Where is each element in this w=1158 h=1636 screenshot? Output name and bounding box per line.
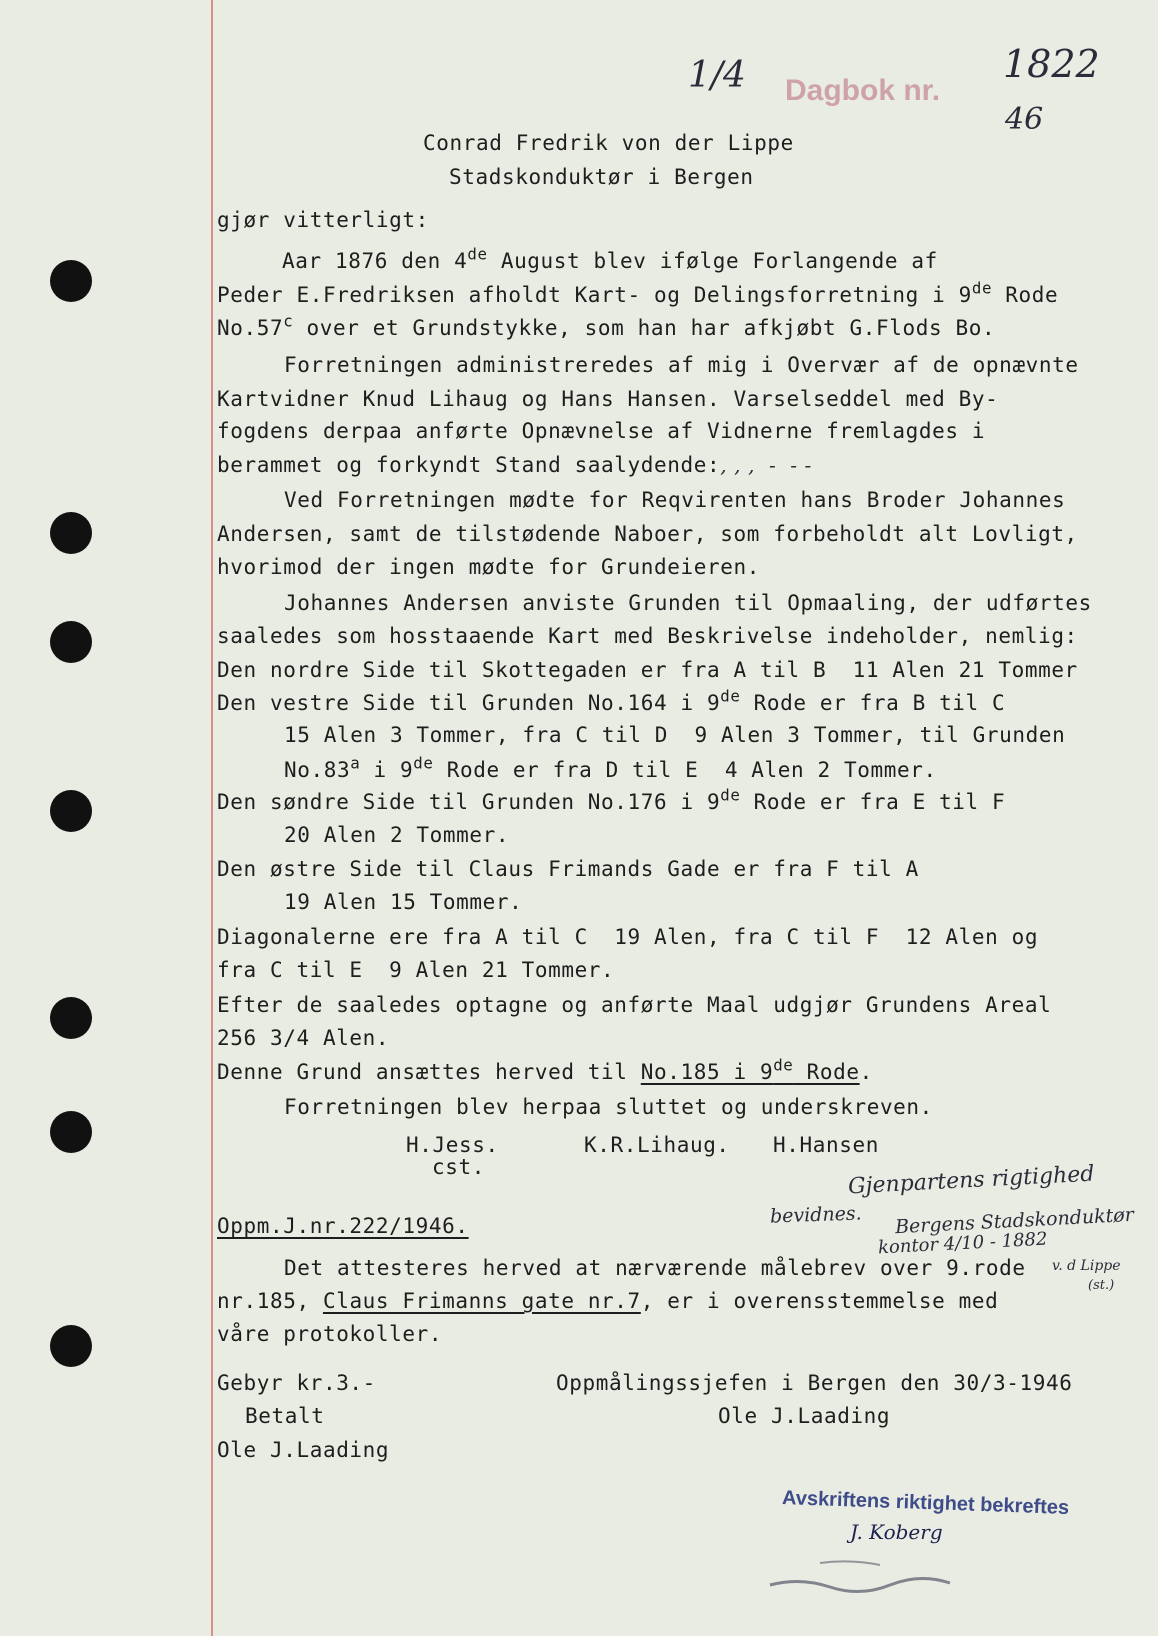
body-line: 20 Alen 2 Tommer. <box>284 823 510 847</box>
signature-jess-title: cst. <box>432 1155 485 1179</box>
body-line: 15 Alen 3 Tommer, fra C til D 9 Alen 3 Tommer, til Grunden <box>284 723 1066 747</box>
binder-hole <box>50 1111 92 1153</box>
body-line: Den nordre Side til Skottegaden er fra A til B 11 Alen 21 Tommer <box>217 658 1078 682</box>
handwritten-note-line: Gjenpartens rigtighed <box>847 1161 1095 1200</box>
binder-hole <box>50 512 92 554</box>
handwritten-note-line: kontor 4/10 - 1882 <box>877 1228 1048 1259</box>
binder-hole <box>50 621 92 663</box>
margin-line <box>211 0 213 1636</box>
body-line: Kartvidner Knud Lihaug og Hans Hansen. Varselseddel med By- <box>217 387 999 411</box>
body-line: Forretningen administreredes af mig i Overvær af de opnævnte <box>284 353 1079 377</box>
body-line: Denne Grund ansættes herved til No.185 i 9de Rode. <box>217 1055 873 1084</box>
body-line: saaledes som hosstaaende Kart med Beskrivelse indeholder, nemlig: <box>217 624 1078 648</box>
attestation-line: våre protokoller. <box>217 1322 443 1346</box>
body-line: Den østre Side til Claus Frimands Gade er fra F til A <box>217 857 919 881</box>
ink-smudge <box>760 1555 1010 1605</box>
body-line: Johannes Andersen anviste Grunden til Opmaaling, der udførtes <box>284 591 1092 615</box>
binder-hole <box>50 790 92 832</box>
copy-verification-signature: J. Koberg <box>850 1520 943 1544</box>
body-line: gjør vitterligt: <box>217 208 429 232</box>
body-line: Andersen, samt de tilstødende Naboer, som forbeholdt alt Lovligt, <box>217 522 1078 546</box>
body-line: Peder E.Fredriksen afholdt Kart- og Delingsforretning i 9de Rode <box>217 278 1059 307</box>
handwritten-note-line: Bergens Stadskonduktør <box>894 1203 1135 1239</box>
body-line: Efter de saaledes optagne og anførte Maal udgjør Grundens Areal <box>217 993 1052 1017</box>
title-name: Conrad Fredrik von der Lippe <box>423 131 794 155</box>
body-line: No.57$^c$ over et Grundstykke, som han har afkjøbt G.Flods Bo. <box>217 311 996 340</box>
title-office: Stadskonduktør i Bergen <box>449 165 754 189</box>
office-date: Oppmålingssjefen i Bergen den 30/3-1946 <box>556 1371 1073 1395</box>
signature-jess: H.Jess. <box>406 1133 499 1157</box>
diary-year: 46 <box>1005 102 1044 137</box>
handwritten-note-line: v. d Lippe <box>1052 1258 1121 1274</box>
body-line: fra C til E 9 Alen 21 Tommer. <box>217 958 615 982</box>
filler-dashes: , , , - - - <box>720 453 812 477</box>
body-line: No.83$^a$ i 9de Rode er fra D til E 4 Alen 2 Tommer. <box>284 753 937 782</box>
signature-hansen: H.Hansen <box>773 1133 879 1157</box>
binder-hole <box>50 1325 92 1367</box>
diary-stamp: Dagbok nr. <box>785 74 941 107</box>
paid: Betalt <box>245 1404 325 1428</box>
body-line: Aar 1876 den 4de August blev ifølge Forlangende af <box>282 244 938 273</box>
journal-reference: Oppm.J.nr.222/1946. <box>217 1214 469 1238</box>
body-line: 256 3/4 Alen. <box>217 1026 390 1050</box>
handwritten-note-line: bevidnes. <box>769 1202 863 1228</box>
body-line: fogdens derpaa anførte Opnævnelse af Vidnerne fremlagdes i <box>217 419 986 443</box>
signature-lihaug: K.R.Lihaug. <box>584 1133 730 1157</box>
handwritten-note-line: (st.) <box>1088 1278 1115 1293</box>
body-line: Diagonalerne ere fra A til C 19 Alen, fra C til F 12 Alen og <box>217 925 1039 949</box>
attestation-line: nr.185, Claus Frimanns gate nr.7, er i overensstemmelse med <box>217 1289 999 1313</box>
copy-verification-stamp: Avskriftens riktighet bekreftes <box>781 1486 1070 1520</box>
signer-left: Ole J.Laading <box>217 1438 390 1462</box>
binder-hole <box>50 997 92 1039</box>
fee: Gebyr kr.3.- <box>217 1371 376 1395</box>
body-line: hvorimod der ingen mødte for Grundeieren. <box>217 555 760 579</box>
binder-hole <box>50 260 92 302</box>
diary-number: 1822 <box>1003 42 1100 86</box>
attestation-line: Det attesteres herved at nærværende målebrev over 9.rode <box>284 1256 1026 1280</box>
body-line: berammet og forkyndt Stand saalydende:, , , - - - <box>217 453 812 477</box>
body-line: Den vestre Side til Grunden No.164 i 9de Rode er fra B til C <box>217 686 1006 715</box>
body-line: Ved Forretningen mødte for Reqvirenten hans Broder Johannes <box>284 488 1066 512</box>
body-line: Forretningen blev herpaa sluttet og underskreven. <box>284 1095 933 1119</box>
signer-right: Ole J.Laading <box>718 1404 891 1428</box>
body-line: Den søndre Side til Grunden No.176 i 9de Rode er fra E til F <box>217 785 1006 814</box>
folio-number: 1/4 <box>688 55 746 96</box>
body-line: 19 Alen 15 Tommer. <box>284 890 523 914</box>
